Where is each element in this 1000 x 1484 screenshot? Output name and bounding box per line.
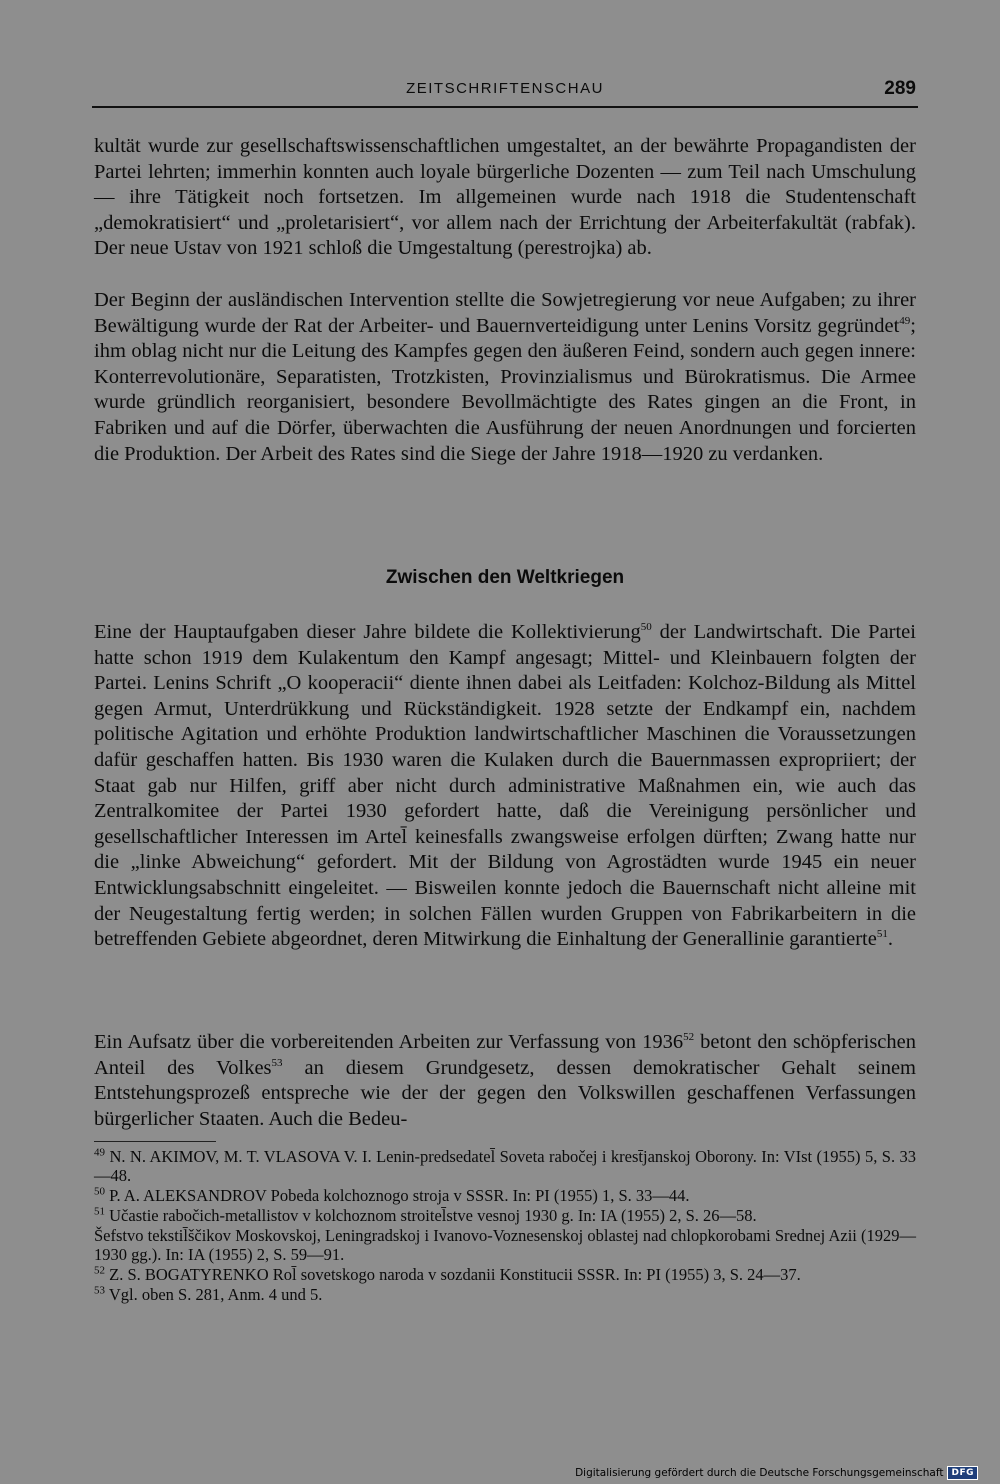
footnote [94,1265,916,1284]
footnote-number: 52 [94,1264,105,1277]
paragraph-text: Der Beginn der ausländischen Intervention stellte die Sowjetregierung vor neue Aufgaben; zu ihrer Bewältigung wurde der Rat der Arbeiter- und Bauernverteidigung unter Lenins Vorsitz gegründet [94,289,916,337]
digitization-credit [575,1466,978,1480]
footnote-number: 49 [94,1146,105,1159]
footnote-number: 51 [94,1205,105,1218]
paragraph-text: kultät wurde zur gesellschaftswissenschaftlichen umgestaltet, an der bewährte Propagandisten der Partei lehrten; immerhin konnten auch loyale bürgerliche Dozenten — zum Teil nach Umschulung — ihre Tätigkeit noch fortsetzen. Im allgemeinen wurde nach 1918 die Studentenschaft „demokratisiert“ und „proletarisiert“, vor allem nach der Errichtung der Arbeiterfakultät (rabfak). Der neue Ustav von 1921 schloß die Umgestaltung (perestrojka) ab. [94,135,916,260]
footnote-number: 50 [94,1185,105,1198]
footnote-ref: 51 [876,928,888,941]
paragraph-4 [94,1030,916,1132]
footnote-ref: 53 [271,1056,283,1069]
paragraph-2 [94,288,916,467]
paragraph-text: Eine der Hauptaufgaben dieser Jahre bildete die Kollektivierung [94,621,641,643]
footnote [94,1186,916,1205]
footnote [94,1285,916,1304]
credit-text: Digitalisierung gefördert durch die Deutsche Forschungsgemeinschaft [575,1467,944,1479]
paragraph-text: an diesem Grundgesetz, dessen demokratischer Gehalt seinem Entstehungsprozeß entspreche wie der der gegen den Volkswillen geschaffenen Verfassungen bürgerlicher Staaten. Auch die Bedeu- [94,1056,916,1130]
paragraph-text: betont den schöpferischen Anteil des Volkes [94,1031,916,1079]
footnote-text: Vgl. oben S. 281, Anm. 4 und 5. [108,1285,323,1304]
footnote-text: Šefstvo tekstil̄ščikov Moskovskoj, Leningradskoj i Ivanovo-Voznesenskoj oblastej nad chlopkorobami Srednej Azii (1929—1930 gg.). In: IA (1955) 2, S. 59—91. [94,1226,916,1264]
footnote-text: Učastie rabočich-metallistov v kolchoznom stroitel̄stve vesnoj 1930 g. In: IA (1955) 2, S. 26—58. [109,1206,757,1225]
running-head [92,78,918,108]
dfg-logo-icon: DFG [947,1466,978,1480]
footnote [94,1226,916,1264]
section-heading: Zwischen den Weltkriegen [385,567,625,588]
footnote-number: 53 [94,1284,105,1297]
paragraph-1 [94,134,916,262]
paragraph-text: . [887,928,893,951]
footnote-text: N. N. AKIMOV, M. T. VLASOVA V. I. Lenin-predsedatel̄ Soveta rabočej i krest̄janskoj Oborony. In: VIst (1955) 5, S. 33—48. [94,1147,916,1185]
paragraph-text: der Landwirtschaft. Die Partei hatte schon 1919 dem Kulakentum den Kampf angesagt; Mittel- und Kleinbauern folgten der Partei. Lenins Schrift „O kooperacii“ diente ihnen dabei als Leitfaden: Kolchoz-Bildung als Mittel gegen Armut, Unterdrükkung und Rückständigkeit. 1928 setzte der Endkampf ein, nachdem politische Agitation und erhöhte Produktion landwirtschaftlicher Maschinen die Voraussetzungen dafür geschaffen hatten. Bis 1930 waren die Kulaken durch die Bauernmassen expropriiert; der Staat gab nur Hilfen, griff aber nicht durch administrative Maßnahmen ein, wie auch das Zentralkomitee der Partei 1930 gefordert hatte, daß die Vereinigung persönlicher und gesellschaftlicher Interessen im Artel̄ keinesfalls zwangsweise erfolgen dürften; Zwang hatte nur die „linke Abweichung“ gefordert. Mit der Bildung von Agrostädten wurde 1945 ein neuer Entwicklungsabschnitt eingeleitet. — Bisweilen konnte jedoch die Bauernschaft nicht alleine mit der Neugestaltung fertig werden; in solchen Fällen wurden Gruppen von Fabrikarbeitern in die betreffenden Gebiete abgeordnet, deren Mitwirkung die Einhaltung der Generallinie garantierte [94,621,916,951]
footnote-ref: 49 [899,314,911,327]
paragraph-text: ; ihm oblag nicht nur die Leitung des Kampfes gegen den äußeren Feind, sondern auch gegen innere: Konterrevolutionäre, Separatisten, Trotzkisten, Provinzialismus und Bürokratismus. Die Armee wurde gründlich reorganisiert, besondere Bevollmächtigte des Rates gingen an die Front, in Fabriken und auf die Dörfer, überwachten die Ausführung der neuen Anordnungen und forcierten die Produktion. Der Arbeit des Rates sind die Siege der Jahre 1918—1920 zu verdanken. [94,314,916,465]
footnote-text: Z. S. BOGATYRENKO Rol̄ sovetskogo naroda v sozdanii Konstitucii SSSR. In: PI (1955) 3, S. 24—37. [109,1265,801,1284]
footnote [94,1206,916,1225]
page-number: 289 [884,78,916,99]
running-title: ZEITSCHRIFTENSCHAU [406,80,604,97]
footnote-text: P. A. ALEKSANDROV Pobeda kolchoznogo stroja v SSSR. In: PI (1955) 1, S. 33—44. [109,1186,690,1205]
paragraph-text: Ein Aufsatz über die vorbereitenden Arbeiten zur Verfassung von 1936 [94,1031,684,1053]
footnote-ref: 50 [640,621,652,634]
paragraph-3 [94,620,916,953]
footnote [94,1147,916,1185]
footnotes [94,1147,916,1305]
footnote-divider [94,1141,216,1142]
footnote-ref: 52 [683,1031,695,1044]
